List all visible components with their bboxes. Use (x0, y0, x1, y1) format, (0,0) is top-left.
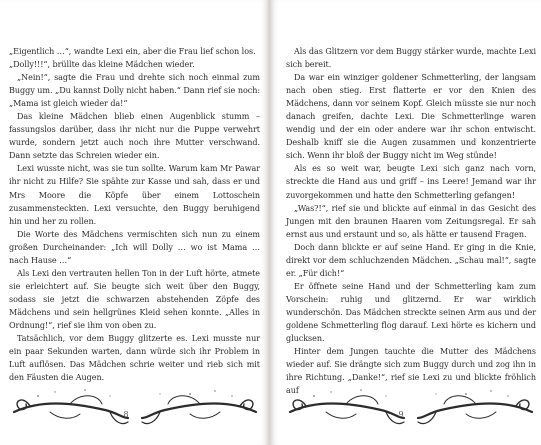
right-page (271, 0, 541, 445)
paragraph: „Was?!“, rief sie und blickte auf einmal in das Gesicht des Jungen mit den braunen Haaren vom Zeitungsregal. Er sah ernst aus und erstaunt und so, als hätte er tausend Fragen. (286, 203, 536, 239)
paragraph: Hinter dem Jungen tauchte die Mutter des Mädchens wieder auf. Sie drängte sich zum Buggy durch und zog ihn in ihre Richtung. „Danke!“, rief sie Lexi zu und blickte fröhlich auf (286, 347, 536, 396)
flourish-ornament-icon (286, 382, 536, 430)
page-number: 9 (398, 410, 404, 419)
paragraph: Er öffnete seine Hand und der Schmetterling kam zum Vorschein: ruhig und glitzernd. Er war wirklich wunderschön. Das Mädchen streckte seinen Arm aus und der goldene Schmetterling flog darauf. Lexi hörte es kichern und glucksen. (286, 281, 536, 344)
flourish-ornament-icon (10, 382, 260, 430)
paragraph: Tatsächlich, vor dem Buggy glitzerte es. Lexi musste nur ein paar Sekunden warten, dann würde sich ihr Problem in Luft auflösen. Das Mädchen schrie weiter und rieb sich mit den Fäusten die Augen. (9, 334, 260, 383)
left-page (0, 0, 268, 445)
left-page-text (9, 45, 260, 384)
paragraph: Als das Glitzern vor dem Buggy stärker wurde, machte Lexi sich bereit. (286, 47, 536, 70)
paragraph: „Dolly!!!“, brüllte das kleine Mädchen wieder. (9, 60, 195, 70)
paragraph: Als Lexi den vertrauten hellen Ton in der Luft hörte, atmete sie erleichtert auf. Sie beugte sich weit über den Buggy, sodass sie jetzt die schwarzen abstehenden Zöpfe des Mädchens und sein hellgrünes Kleid sehen konnte. „Alles in Ordnung!“, rief sie ihm von oben zu. (9, 268, 260, 330)
paragraph: „Eigentlich …“, wandte Lexi ein, aber die Frau lief schon los. (9, 47, 256, 56)
paragraph: Da war ein winziger goldener Schmetterling, der langsam nach oben stieg. Erst flatterte er vor den Knien des Mädchens, dann vor seinem Kopf. Gleich müsste sie nur noch danach greifen, dachte Lexi. Die Schmetterlinge waren wendig und der ein oder andere war ihr schon entwischt. Deshalb kniff sie die Augen zusammen und konzentrierte sich. Wenn ihr bloß der Buggy nicht im Weg stünde! (286, 73, 536, 161)
paragraph: Das kleine Mädchen blieb einen Augenblick stumm – fassungslos darüber, dass ihr nicht nur die Puppe verwehrt wurde, sondern jetzt auch noch ihre Mutter verschwand. Dann setzte das Schreien wieder ein. (9, 112, 260, 161)
paragraph: Lexi wusste nicht, was sie tun sollte. Warum kam Mr Pawar ihr nicht zu Hilfe? Sie spähte zur Kasse und sah, dass er und Mrs Moore die Köpfe über einem Lottoschein zusammensteckten. Lexi versuchte, den Buggy beruhigend hin und her zu rollen. (9, 164, 260, 226)
paragraph: „Nein!“, sagte die Frau und drehte sich noch einmal zum Buggy um. „Du kannst Dolly nicht haben.“ Dann rief sie noch: „Mama ist gleich wieder da!“ (9, 73, 260, 109)
paragraph: Die Worte des Mädchens vermischten sich nun zu einem großen Durcheinander: „Ich will Dolly … wo ist Mama … nach Hause …“ (9, 229, 260, 265)
page-number: 8 (123, 410, 129, 419)
paragraph: Als es so weit war, beugte Lexi sich ganz nach vorn, streckte die Hand aus und griff – ins Leere! Jemand war ihr zuvorgekommen und hatte den Schmetterling gefangen! (286, 164, 536, 200)
paragraph: Doch dann blickte er auf seine Hand. Er ging in die Knie, direkt vor dem schluchzenden Mädchen. „Schau mal!“, sagte er. „Für dich!“ (286, 242, 536, 278)
right-page-text (286, 45, 536, 397)
